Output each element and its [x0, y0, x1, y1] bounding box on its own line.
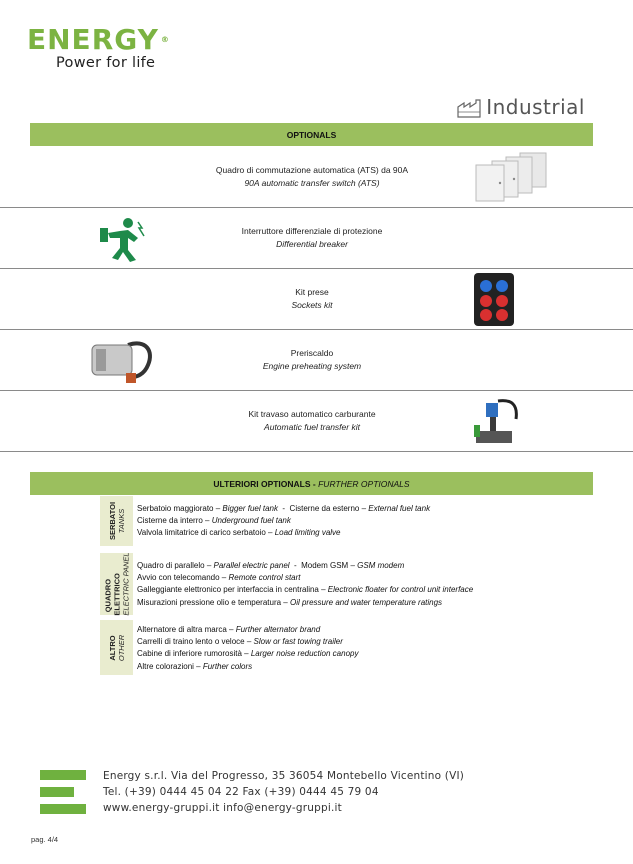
optional-row: [0, 208, 633, 269]
footer-web: www.energy-gruppi.it info@energy-gruppi.it: [103, 802, 342, 814]
tanks-section-label: [100, 496, 133, 546]
further-line: Quadro di parallelo – Parallel electric panel - Modem GSM – GSM modem: [137, 561, 405, 570]
footer-phone: Tel. (+39) 0444 45 04 22 Fax (+39) 0444 45 79 04: [103, 786, 379, 798]
further-title-en: FURTHER OPTIONALS: [318, 478, 410, 489]
optionals-header: [30, 123, 593, 146]
further-line: Altre colorazioni – Further colors: [137, 661, 253, 671]
industrial-badge: [457, 88, 585, 118]
section-label-en: TANKS: [116, 508, 126, 534]
optional-it: Quadro di commutazione automatica (ATS) da 90A: [215, 165, 409, 175]
optional-it: Kit prese: [295, 287, 329, 297]
brand-logo: [27, 25, 237, 75]
optional-row: [0, 391, 633, 452]
footer-address: Energy s.r.l. Via del Progresso, 35 36054 Montebello Vicentino (VI): [103, 770, 465, 782]
optional-text: [212, 269, 412, 329]
factory-icon: [457, 98, 483, 118]
brand-tagline: Power for life: [56, 55, 156, 71]
page-number: pag. 4/4: [31, 835, 59, 844]
further-title-it: ULTERIORI OPTIONALS -: [213, 478, 316, 489]
section-label-it: ALTRO: [107, 634, 117, 661]
brand-name: ENERGY ®: [27, 23, 170, 56]
optional-row: [0, 269, 633, 330]
further-line: Avvio con telecomando – Remote control start: [137, 573, 301, 583]
optional-en: Differential breaker: [276, 239, 348, 249]
footer-contact: [103, 768, 464, 816]
section-label-en: OTHER: [116, 634, 126, 661]
ats-cabinet-image: [472, 151, 550, 203]
footer-logo: [40, 770, 86, 814]
further-line: Cabine di inferiore rumorosità – Larger noise reduction canopy: [137, 649, 359, 659]
further-line: Misurazioni pressione olio e temperatura – Oil pressure and water temperature ratings: [137, 597, 443, 607]
section-label-it: QUADRO ELETTRICO: [103, 573, 121, 616]
optional-it: Preriscaldo: [290, 348, 334, 358]
further-line: Galleggiante elettronico per interfaccia in centralina – Electronic floater for control unit interface: [137, 585, 474, 595]
optional-en: 90A automatic transfer switch (ATS): [244, 178, 380, 188]
optional-row: [0, 147, 633, 208]
optionals-title: OPTIONALS: [286, 129, 337, 140]
further-line: Carrelli di traino lento o veloce – Slow or fast towing trailer: [137, 637, 343, 647]
electric-shock-icon: [98, 216, 150, 262]
industrial-label: Industrial: [486, 95, 585, 119]
further-optionals-header: [30, 472, 593, 495]
other-section-lines: [137, 624, 358, 673]
optional-text: [212, 147, 412, 207]
further-line: Serbatoio maggiorato – Bigger fuel tank - Cisterne da esterno – External fuel tank: [137, 504, 431, 513]
row-divider: [0, 451, 633, 452]
optional-en: Engine preheating system: [262, 361, 362, 371]
preheater-image: [88, 335, 158, 387]
further-line: Valvola limitatrice di carico serbatoio – Load limiting valve: [137, 528, 341, 538]
optional-text: [212, 391, 412, 451]
optional-text: [212, 208, 412, 268]
sockets-kit-image: [473, 272, 515, 327]
optional-en: Automatic fuel transfer kit: [264, 422, 360, 432]
optional-row: [0, 330, 633, 391]
optional-it: Interruttore differenziale di protezione: [241, 226, 383, 236]
optional-en: Sockets kit: [291, 300, 333, 310]
optional-it: Kit travaso automatico carburante: [248, 409, 376, 419]
electric-panel-section-label: [100, 553, 133, 615]
section-label-it: SERBATOI: [107, 501, 117, 541]
fuel-pump-image: [468, 395, 522, 447]
further-line: Alternatore di altra marca – Further alternator brand: [137, 625, 321, 634]
other-section-label: [100, 620, 133, 675]
electric-panel-section-lines: [137, 560, 473, 609]
section-label-en: ELECTRIC PANEL: [121, 552, 130, 616]
tanks-section-lines: [137, 503, 430, 540]
optional-text: [212, 330, 412, 390]
further-line: Cisterne da interro – Underground fuel tank: [137, 516, 291, 526]
